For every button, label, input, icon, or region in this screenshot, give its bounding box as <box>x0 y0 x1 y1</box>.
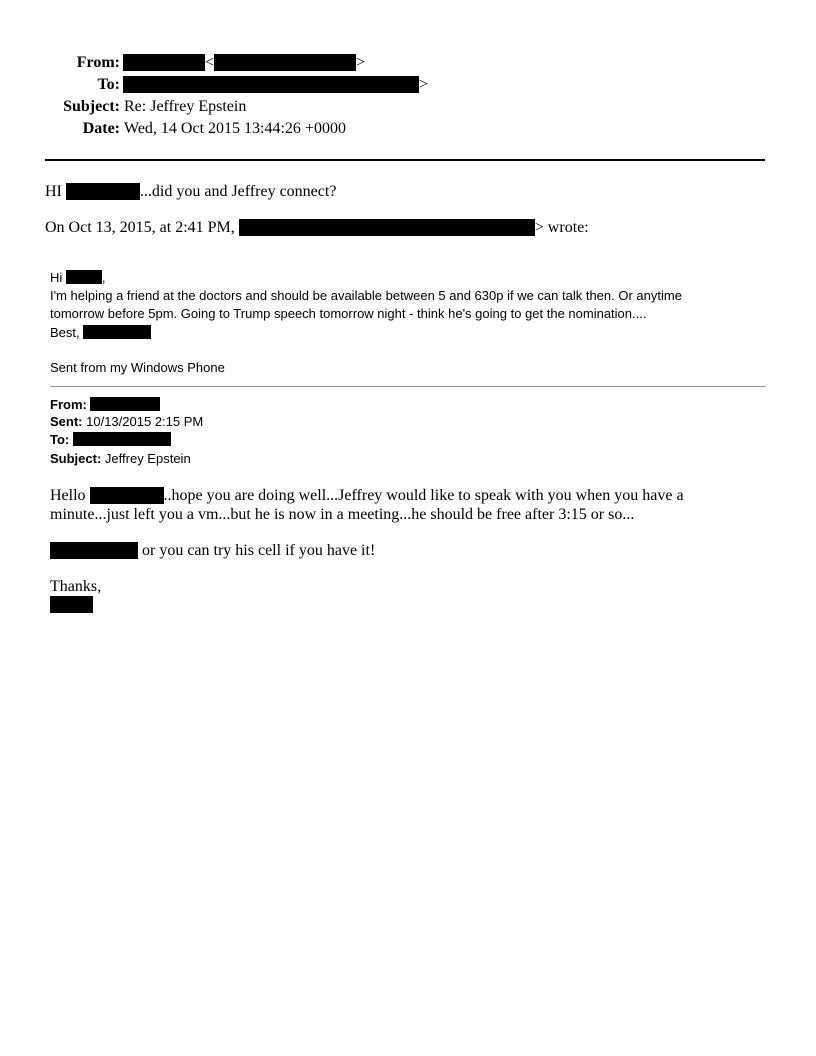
from-close-bracket: > <box>356 54 366 71</box>
quoted-body-line-1: I'm helping a friend at the doctors and should be available between 5 and 630p if we can talk then. Or anytime <box>50 288 682 303</box>
redacted-original-greeting-name <box>90 487 164 504</box>
original-body-line-1 <box>50 486 684 506</box>
from-value <box>123 53 365 73</box>
reply-text: ...did you and Jeffrey connect? <box>139 183 337 200</box>
original-thanks: Thanks, <box>50 578 102 595</box>
redacted-original-to <box>73 432 171 446</box>
date-label: Date: <box>82 120 120 137</box>
quoted-body-line-2: tomorrow before 5pm. Going to Trump speech tomorrow night - think he's going to get the nomination.... <box>50 306 647 321</box>
redacted-sender-name <box>123 54 205 71</box>
original-cell-line <box>50 541 375 561</box>
redacted-original-from <box>90 397 160 411</box>
original-to-row <box>50 431 171 449</box>
subject-value: Re: Jeffrey Epstein <box>124 98 247 115</box>
redacted-quoted-name <box>66 270 102 284</box>
reply-line <box>45 182 336 202</box>
redacted-quoted-signature <box>83 325 151 339</box>
to-label: To: <box>97 76 120 93</box>
original-cell-text: or you can try his cell if you have it! <box>142 542 376 559</box>
original-sent-row <box>50 413 203 431</box>
original-subject-label: Subject: <box>50 451 102 466</box>
redacted-phone-number <box>50 542 138 559</box>
original-body-line-2: minute...just left you a vm...but he is now in a meeting...he should be free after 3:15 or so... <box>50 506 635 523</box>
quoted-signoff: Best, <box>50 325 80 340</box>
quote-suffix: > wrote: <box>534 219 589 236</box>
redacted-reply-name <box>66 183 140 200</box>
quoted-divider <box>50 386 766 387</box>
redacted-quote-sender <box>239 219 535 236</box>
quoted-signoff-line <box>50 324 151 342</box>
quote-prefix: On Oct 13, 2015, at 2:41 PM, <box>45 219 235 236</box>
original-hello: Hello <box>50 487 86 504</box>
date-value: Wed, 14 Oct 2015 13:44:26 +0000 <box>124 120 346 137</box>
quote-intro-line <box>45 218 589 238</box>
sent-from-line: Sent from my Windows Phone <box>50 360 225 375</box>
original-from-row <box>50 396 160 414</box>
quoted-greeting-line <box>50 269 106 287</box>
to-close-bracket: > <box>419 76 429 93</box>
header-divider <box>45 159 765 161</box>
redacted-recipient <box>123 76 419 93</box>
original-signature-line <box>50 596 93 618</box>
original-sent-label: Sent: <box>50 414 83 429</box>
to-value <box>123 75 428 95</box>
subject-label: Subject: <box>63 98 120 115</box>
redacted-sender-email <box>214 54 356 71</box>
from-label: From: <box>76 54 120 71</box>
original-subject-value: Jeffrey Epstein <box>104 451 191 466</box>
original-to-label: To: <box>50 432 70 447</box>
original-body-text-1: ..hope you are doing well...Jeffrey would like to speak with you when you have a <box>163 487 684 504</box>
reply-greeting: HI <box>45 183 62 200</box>
original-subject-row <box>50 450 191 468</box>
quoted-greeting: Hi <box>50 270 63 285</box>
from-open-bracket: < <box>205 54 215 71</box>
original-sent-value: 10/13/2015 2:15 PM <box>86 414 204 429</box>
original-from-label: From: <box>50 397 87 412</box>
quoted-greeting-comma: , <box>101 270 106 285</box>
redacted-original-signature <box>50 596 93 613</box>
